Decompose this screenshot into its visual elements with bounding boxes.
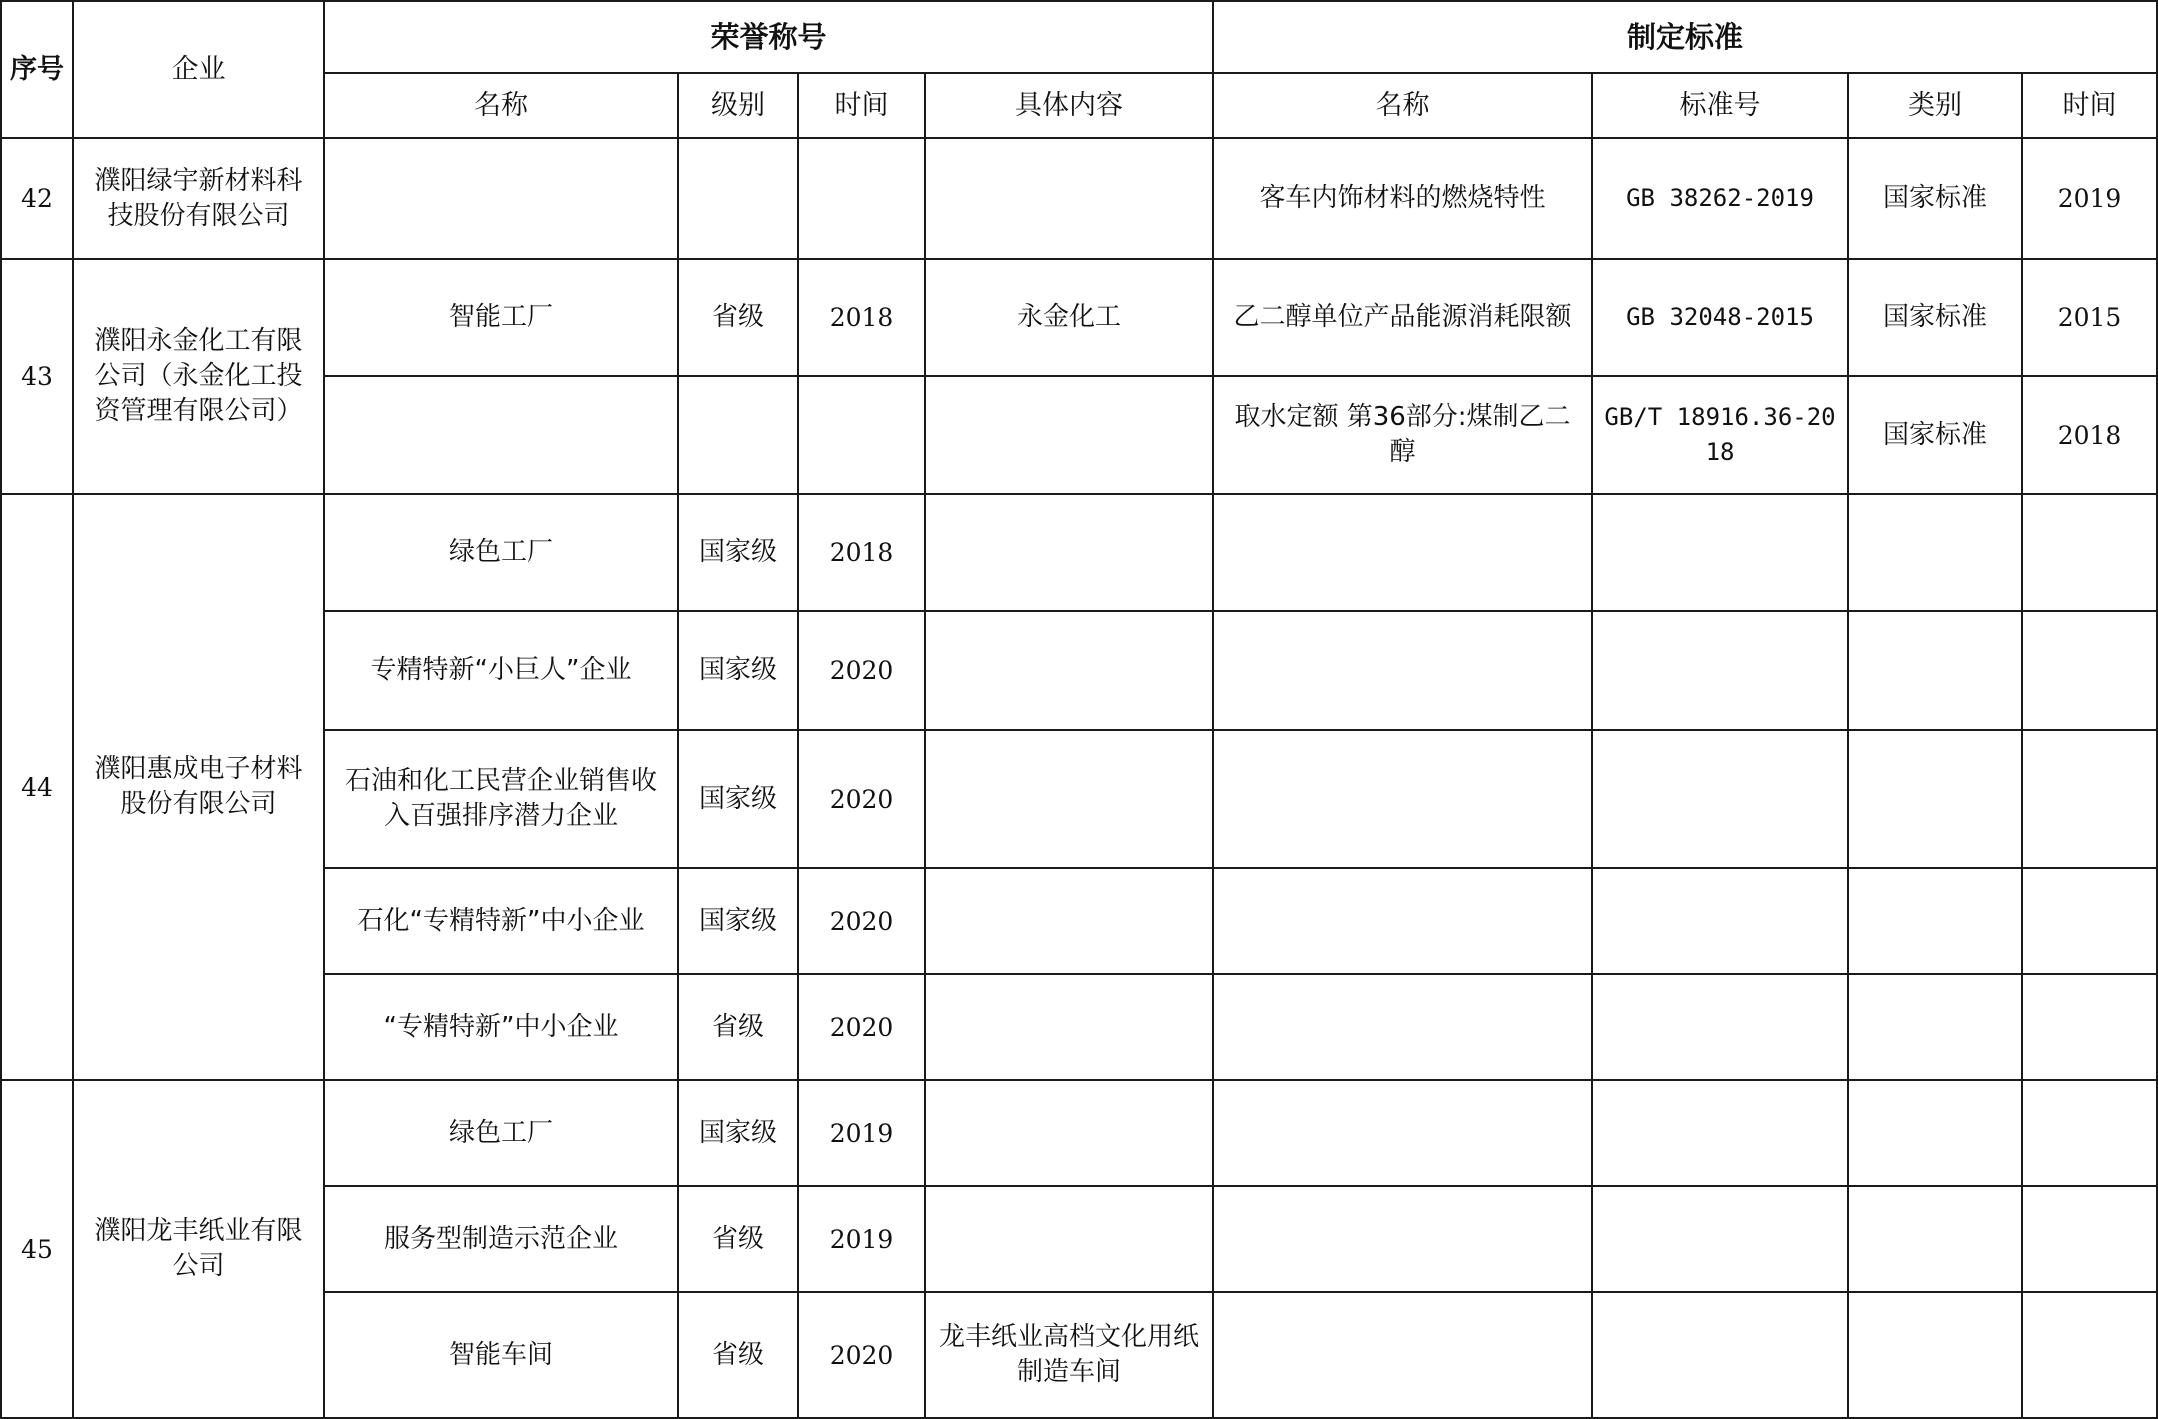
honor-time-cell: 2018	[798, 494, 925, 611]
header-enterprise: 企业	[73, 1, 324, 138]
row-company: 濮阳龙丰纸业有限公司	[73, 1080, 324, 1418]
table-row	[1, 1186, 2157, 1292]
header-row-columns	[1, 73, 2157, 138]
std-name-cell: 乙二醇单位产品能源消耗限额	[1213, 259, 1592, 376]
honor-name-cell: 石油和化工民营企业销售收入百强排序潜力企业	[324, 730, 678, 868]
honor-level-cell: 国家级	[678, 868, 798, 974]
std-time-cell	[2022, 1292, 2157, 1418]
table-row	[1, 868, 2157, 974]
honor-time-cell: 2019	[798, 1080, 925, 1186]
honor-level-cell: 国家级	[678, 730, 798, 868]
honor-content-cell	[925, 1080, 1213, 1186]
std-category-cell	[1848, 494, 2022, 611]
std-name-cell	[1213, 1080, 1592, 1186]
std-time-cell	[2022, 494, 2157, 611]
honor-name-cell: 智能工厂	[324, 259, 678, 376]
honor-level-cell: 省级	[678, 1292, 798, 1418]
honor-content-cell	[925, 376, 1213, 494]
row-company: 濮阳惠成电子材料股份有限公司	[73, 494, 324, 1080]
std-category-cell	[1848, 974, 2022, 1080]
honor-content-cell	[925, 730, 1213, 868]
header-honor-level: 级别	[678, 73, 798, 138]
honor-content-cell: 龙丰纸业高档文化用纸制造车间	[925, 1292, 1213, 1418]
std-number-cell	[1592, 1292, 1848, 1418]
header-row-groups	[1, 1, 2157, 73]
honor-name-cell: 绿色工厂	[324, 494, 678, 611]
table-row	[1, 1080, 2157, 1186]
honor-time-cell: 2020	[798, 611, 925, 730]
honor-time-cell: 2018	[798, 259, 925, 376]
honor-content-cell	[925, 868, 1213, 974]
table-row	[1, 730, 2157, 868]
std-time-cell	[2022, 730, 2157, 868]
honor-level-cell	[678, 376, 798, 494]
std-number-cell	[1592, 494, 1848, 611]
table-row	[1, 138, 2157, 259]
honor-name-cell	[324, 376, 678, 494]
honor-level-cell: 省级	[678, 259, 798, 376]
honor-time-cell	[798, 376, 925, 494]
honor-content-cell	[925, 611, 1213, 730]
honor-content-cell	[925, 1186, 1213, 1292]
table-row	[1, 1292, 2157, 1418]
honor-content-cell	[925, 138, 1213, 259]
std-time-cell: 2019	[2022, 138, 2157, 259]
honor-level-cell: 国家级	[678, 494, 798, 611]
honor-time-cell: 2020	[798, 730, 925, 868]
std-category-cell: 国家标准	[1848, 138, 2022, 259]
row-seq: 43	[1, 259, 73, 494]
honor-level-cell: 国家级	[678, 611, 798, 730]
std-name-cell	[1213, 494, 1592, 611]
std-time-cell: 2018	[2022, 376, 2157, 494]
std-category-cell	[1848, 1292, 2022, 1418]
honor-level-cell	[678, 138, 798, 259]
honor-name-cell: 智能车间	[324, 1292, 678, 1418]
table-row	[1, 494, 2157, 611]
std-name-cell	[1213, 730, 1592, 868]
std-category-cell	[1848, 1186, 2022, 1292]
std-time-cell	[2022, 1080, 2157, 1186]
honor-time-cell: 2020	[798, 1292, 925, 1418]
std-number-cell	[1592, 1186, 1848, 1292]
honor-content-cell: 永金化工	[925, 259, 1213, 376]
std-name-cell	[1213, 611, 1592, 730]
std-time-cell	[2022, 868, 2157, 974]
std-number-cell	[1592, 1080, 1848, 1186]
header-honor-name: 名称	[324, 73, 678, 138]
honor-name-cell	[324, 138, 678, 259]
honor-time-cell: 2020	[798, 974, 925, 1080]
header-std-name: 名称	[1213, 73, 1592, 138]
std-time-cell	[2022, 1186, 2157, 1292]
honor-name-cell: 服务型制造示范企业	[324, 1186, 678, 1292]
honor-level-cell: 国家级	[678, 1080, 798, 1186]
std-category-cell	[1848, 730, 2022, 868]
header-honor-time: 时间	[798, 73, 925, 138]
header-std-number: 标准号	[1592, 73, 1848, 138]
honor-time-cell	[798, 138, 925, 259]
std-name-cell	[1213, 868, 1592, 974]
std-number-cell	[1592, 868, 1848, 974]
honor-name-cell: 绿色工厂	[324, 1080, 678, 1186]
row-seq: 45	[1, 1080, 73, 1418]
std-name-cell	[1213, 974, 1592, 1080]
std-name-cell: 取水定额 第36部分:煤制乙二醇	[1213, 376, 1592, 494]
std-time-cell: 2015	[2022, 259, 2157, 376]
honor-time-cell: 2019	[798, 1186, 925, 1292]
header-honor-content: 具体内容	[925, 73, 1213, 138]
row-seq: 44	[1, 494, 73, 1080]
std-name-cell	[1213, 1292, 1592, 1418]
row-seq: 42	[1, 138, 73, 259]
table-row	[1, 974, 2157, 1080]
header-seq: 序号	[1, 1, 73, 138]
std-name-cell: 客车内饰材料的燃烧特性	[1213, 138, 1592, 259]
header-honor-group: 荣誉称号	[324, 1, 1213, 73]
table-row	[1, 259, 2157, 376]
row-company: 濮阳绿宇新材料科技股份有限公司	[73, 138, 324, 259]
std-number-cell	[1592, 730, 1848, 868]
std-number-cell: GB 32048-2015	[1592, 259, 1848, 376]
std-name-cell	[1213, 1186, 1592, 1292]
std-number-cell	[1592, 611, 1848, 730]
std-category-cell: 国家标准	[1848, 376, 2022, 494]
header-std-category: 类别	[1848, 73, 2022, 138]
std-category-cell	[1848, 611, 2022, 730]
honor-level-cell: 省级	[678, 1186, 798, 1292]
honor-name-cell: 专精特新“小巨人”企业	[324, 611, 678, 730]
honor-content-cell	[925, 494, 1213, 611]
std-number-cell: GB/T 18916.36-2018	[1592, 376, 1848, 494]
honor-level-cell: 省级	[678, 974, 798, 1080]
table-row	[1, 611, 2157, 730]
std-number-cell: GB 38262-2019	[1592, 138, 1848, 259]
std-category-cell	[1848, 868, 2022, 974]
honor-content-cell	[925, 974, 1213, 1080]
header-std-time: 时间	[2022, 73, 2157, 138]
std-time-cell	[2022, 611, 2157, 730]
header-standard-group: 制定标准	[1213, 1, 2157, 73]
std-time-cell	[2022, 974, 2157, 1080]
honor-name-cell: “专精特新”中小企业	[324, 974, 678, 1080]
std-category-cell: 国家标准	[1848, 259, 2022, 376]
honor-name-cell: 石化“专精特新”中小企业	[324, 868, 678, 974]
row-company: 濮阳永金化工有限公司（永金化工投资管理有限公司）	[73, 259, 324, 494]
table-row	[1, 376, 2157, 494]
honor-time-cell: 2020	[798, 868, 925, 974]
std-category-cell	[1848, 1080, 2022, 1186]
std-number-cell	[1592, 974, 1848, 1080]
